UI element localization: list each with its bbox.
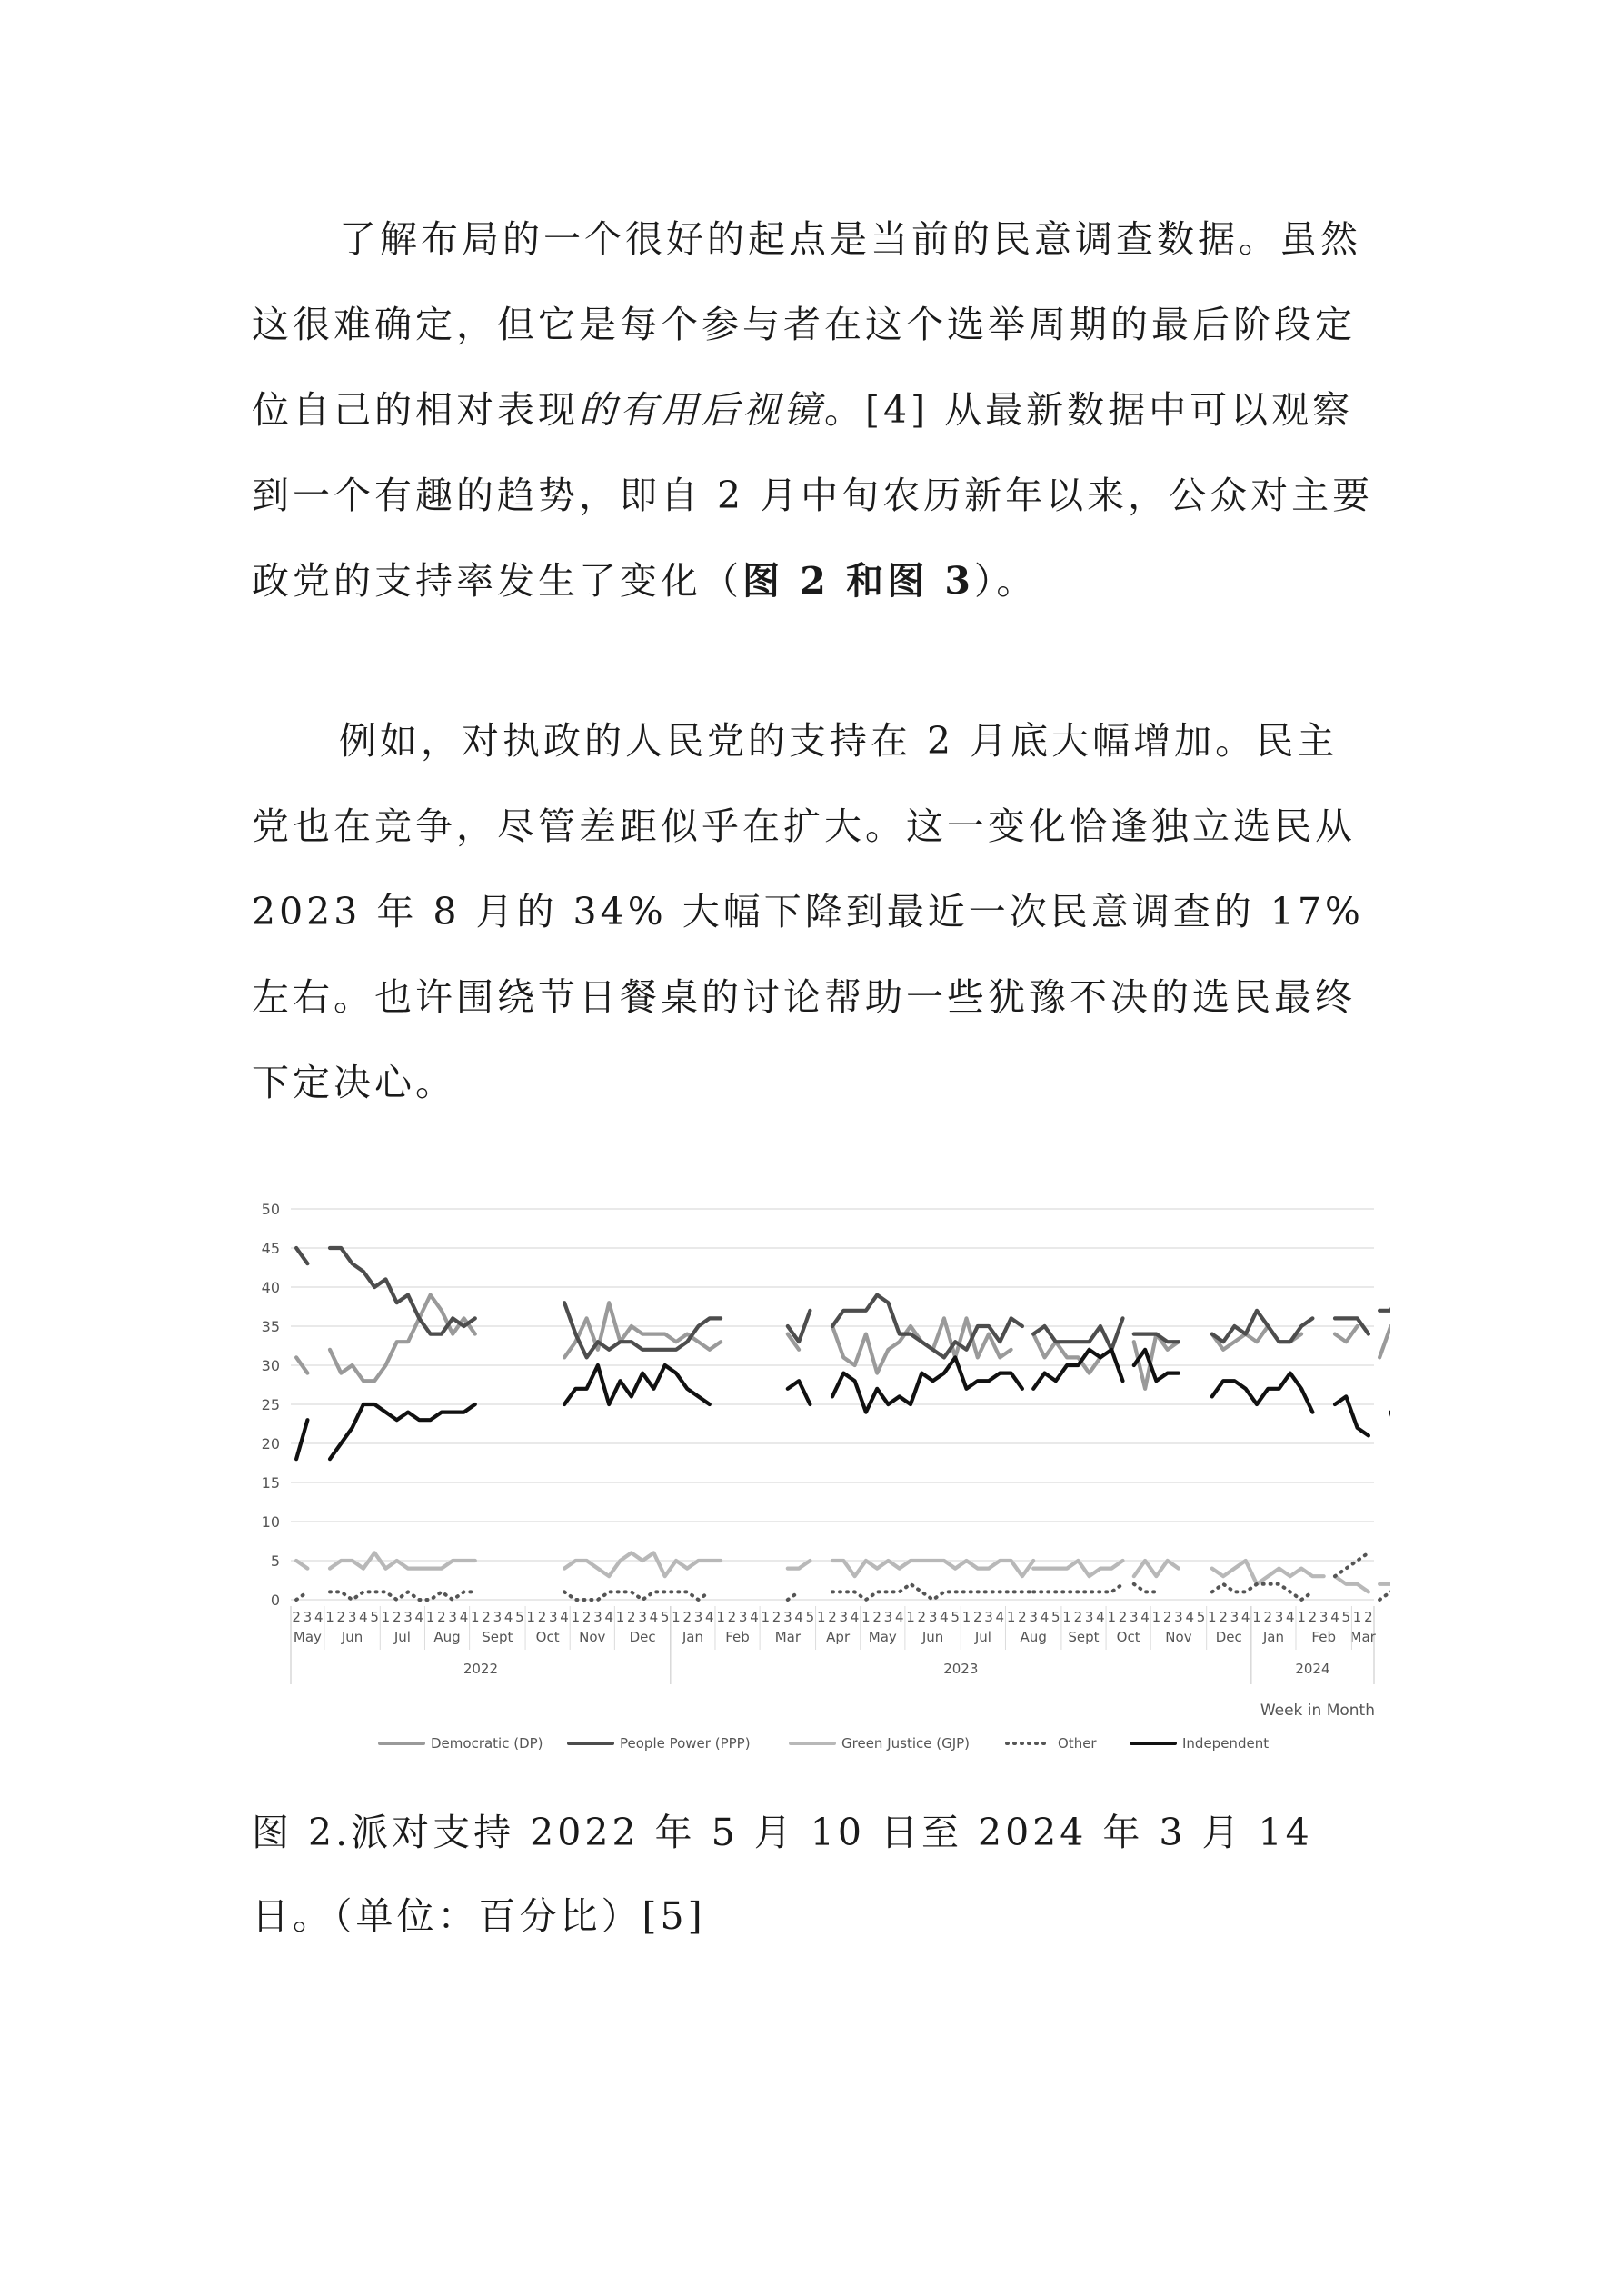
month-label: Jun	[921, 1629, 944, 1645]
week-label: 3	[883, 1609, 893, 1625]
week-label: 3	[1230, 1609, 1240, 1625]
week-label: 1	[571, 1609, 581, 1625]
series-4-segment-3	[788, 1381, 811, 1404]
week-label: 2	[1073, 1609, 1083, 1625]
week-label: 5	[951, 1609, 960, 1625]
week-label: 1	[816, 1609, 826, 1625]
month-label: Feb	[725, 1629, 750, 1645]
week-label: 1	[1006, 1609, 1016, 1625]
month-label: Dec	[629, 1629, 656, 1645]
week-label: 5	[1341, 1609, 1351, 1625]
week-label: 1	[861, 1609, 871, 1625]
paragraph-2	[252, 698, 1379, 1125]
month-label: Nov	[1165, 1629, 1192, 1645]
week-label: 4	[1040, 1609, 1050, 1625]
week-label: 3	[403, 1609, 413, 1625]
week-label: 3	[549, 1609, 558, 1625]
series-2-segment-0	[296, 1561, 307, 1569]
week-label: 2	[537, 1609, 547, 1625]
week-label: 2	[482, 1609, 491, 1625]
week-label: 2	[292, 1609, 301, 1625]
series-3-segment-4	[832, 1584, 1033, 1600]
y-axis-ticks	[262, 1201, 280, 1609]
week-label: 4	[560, 1609, 569, 1625]
week-label: 4	[940, 1609, 949, 1625]
week-label: 2	[336, 1609, 346, 1625]
week-label: 4	[894, 1609, 904, 1625]
week-label: 4	[995, 1609, 1005, 1625]
month-label: Oct	[1116, 1629, 1140, 1645]
week-label: 3	[347, 1609, 357, 1625]
series-3-segment-0	[296, 1592, 307, 1600]
week-label: 5	[1196, 1609, 1206, 1625]
month-label: Oct	[535, 1629, 560, 1645]
series-3-segment-9	[1379, 1584, 1390, 1600]
month-label: Sept	[482, 1629, 513, 1645]
week-label: 4	[705, 1609, 714, 1625]
week-label: 1	[425, 1609, 435, 1625]
week-label: 4	[1140, 1609, 1150, 1625]
week-label: 4	[1330, 1609, 1339, 1625]
week-label: 3	[1029, 1609, 1038, 1625]
legend-label-2: Green Justice (GJP)	[841, 1735, 971, 1752]
month-label: Mar	[1349, 1629, 1376, 1645]
month-label: Jul	[974, 1629, 991, 1645]
week-label: 4	[503, 1609, 513, 1625]
x-axis	[291, 1606, 1377, 1684]
month-label: Aug	[433, 1629, 461, 1645]
series-3-segment-8	[1335, 1552, 1369, 1576]
week-label: 4	[459, 1609, 469, 1625]
series-2-segment-8	[1335, 1576, 1369, 1592]
series-2-segment-4	[832, 1561, 1033, 1576]
week-label: 2	[437, 1609, 446, 1625]
month-label: Jan	[1262, 1629, 1284, 1645]
week-label: 3	[593, 1609, 602, 1625]
week-label: 3	[928, 1609, 938, 1625]
series-3-segment-1	[330, 1592, 475, 1600]
week-label: 1	[1208, 1609, 1217, 1625]
paragraph-1	[252, 196, 1379, 624]
paragraph-1-text: 了解布局的一个很好的起点是当前的民意调查数据。虽然这很难确定，但它是每个参与者在这个选举周期的最后阶段定位自己的相对表现	[252, 217, 1361, 432]
paragraph-1-text-2: 。[4] 从最新数据中可以观察到一个有趣的趋势，即自 2 月中旬农历新年以来，公众对主要政党的支持率发生了变化（	[252, 388, 1374, 603]
figure-caption: 图 2.派对支持 2022 年 5 月 10 日至 2024 年 3 月 14 日。（单位：百分比）[5]	[252, 1811, 1313, 1938]
week-label: 1	[761, 1609, 771, 1625]
series-4-segment-7	[1212, 1373, 1313, 1413]
series-2-segment-2	[564, 1552, 721, 1576]
series-2-segment-5	[1033, 1561, 1122, 1576]
series-1-segment-1	[330, 1248, 475, 1334]
month-label: Jan	[682, 1629, 703, 1645]
week-label: 4	[359, 1609, 368, 1625]
week-label: 4	[604, 1609, 614, 1625]
week-label: 2	[1219, 1609, 1228, 1625]
series-2-segment-3	[788, 1561, 811, 1569]
week-label: 2	[627, 1609, 636, 1625]
paragraph-2-text: 例如，对执政的人民党的支持在 2 月底大幅增加。民主党也在竞争，尽管差距似乎在扩大。这一变化恰逢独立选民从 2023 年 8 月的 34% 大幅下降到最近一次民意调查的 17% 左右。也许围绕节日餐桌的讨论帮助一些犹豫不决的选民最终下定决心。	[252, 719, 1364, 1104]
month-label: Jun	[341, 1629, 363, 1645]
week-label: 4	[1286, 1609, 1295, 1625]
week-label: 5	[1050, 1609, 1060, 1625]
week-label: 2	[727, 1609, 737, 1625]
series-4-segment-8	[1335, 1396, 1369, 1435]
paragraph-1-italic: 的有用后视镜	[579, 388, 824, 432]
week-label: 1	[381, 1609, 391, 1625]
month-label: Nov	[579, 1629, 606, 1645]
week-label: 3	[638, 1609, 647, 1625]
series-1-segment-0	[296, 1248, 307, 1263]
series-3-segment-7	[1212, 1584, 1313, 1600]
series-4-segment-2	[564, 1365, 710, 1404]
week-label: 2	[1308, 1609, 1318, 1625]
week-label: 2	[972, 1609, 982, 1625]
week-label: 2	[828, 1609, 837, 1625]
week-label: 2	[392, 1609, 402, 1625]
y-tick-10: 10	[261, 1513, 280, 1531]
month-label: Feb	[1311, 1629, 1336, 1645]
paragraph-1-text-3: ）。	[973, 559, 1038, 603]
week-label: 3	[1319, 1609, 1329, 1625]
week-label: 2	[582, 1609, 592, 1625]
week-label: 1	[716, 1609, 725, 1625]
y-tick-45: 45	[261, 1240, 280, 1257]
week-label: 1	[1252, 1609, 1261, 1625]
month-label: Apr	[826, 1629, 851, 1645]
week-label: 1	[1107, 1609, 1116, 1625]
y-tick-50: 50	[261, 1201, 280, 1218]
series-2-segment-9	[1379, 1584, 1390, 1592]
figure-reference: 图 2 和图 3	[742, 559, 974, 603]
week-label: 1	[1151, 1609, 1161, 1625]
week-label: 3	[1174, 1609, 1183, 1625]
week-label: 1	[526, 1609, 535, 1625]
week-label: 5	[515, 1609, 524, 1625]
series-2-segment-7	[1212, 1561, 1324, 1584]
week-label: 2	[772, 1609, 782, 1625]
week-label: 2	[872, 1609, 881, 1625]
week-label: 4	[314, 1609, 324, 1625]
week-label: 1	[615, 1609, 625, 1625]
series-4-segment-0	[296, 1420, 307, 1459]
y-tick-0: 0	[270, 1592, 280, 1609]
month-label: Mar	[774, 1629, 802, 1645]
series-3-segment-5	[1033, 1584, 1122, 1592]
y-tick-30: 30	[261, 1357, 280, 1374]
week-label: 3	[839, 1609, 849, 1625]
x-axis-label: Week in Month	[1260, 1702, 1375, 1720]
week-label: 2	[1263, 1609, 1273, 1625]
week-label: 4	[649, 1609, 659, 1625]
week-label: 4	[850, 1609, 860, 1625]
series-3-segment-2	[564, 1592, 710, 1600]
month-label: May	[293, 1629, 322, 1645]
legend-label-1: People Power (PPP)	[620, 1735, 751, 1752]
y-tick-15: 15	[261, 1474, 280, 1492]
week-label: 5	[805, 1609, 815, 1625]
week-label: 4	[1096, 1609, 1105, 1625]
week-label: 3	[493, 1609, 503, 1625]
series-4-segment-1	[330, 1404, 475, 1459]
week-label: 3	[1274, 1609, 1284, 1625]
legend-label-0: Democratic (DP)	[431, 1735, 543, 1752]
year-label: 2022	[463, 1661, 499, 1677]
chart-series-lines	[296, 1248, 1390, 1600]
y-tick-25: 25	[261, 1396, 280, 1413]
week-label: 1	[1297, 1609, 1306, 1625]
week-label: 4	[794, 1609, 803, 1625]
series-1-segment-5	[1033, 1318, 1122, 1349]
month-label: May	[868, 1629, 897, 1645]
month-label: Aug	[1020, 1629, 1047, 1645]
y-tick-35: 35	[261, 1318, 280, 1335]
series-1-segment-2	[564, 1303, 721, 1357]
series-3-segment-6	[1134, 1584, 1157, 1592]
week-label: 3	[448, 1609, 457, 1625]
series-3-segment-3	[788, 1592, 799, 1600]
series-2-segment-6	[1134, 1561, 1179, 1576]
week-label: 3	[693, 1609, 703, 1625]
legend-label-3: Other	[1058, 1735, 1097, 1752]
week-label: 1	[325, 1609, 334, 1625]
year-label: 2024	[1295, 1661, 1330, 1677]
series-1-segment-9	[1379, 1287, 1390, 1311]
y-tick-40: 40	[261, 1279, 280, 1296]
series-0-segment-8	[1335, 1326, 1358, 1342]
week-label: 4	[414, 1609, 424, 1625]
week-label: 3	[984, 1609, 993, 1625]
month-label: Jul	[393, 1629, 411, 1645]
series-0-segment-9	[1379, 1326, 1390, 1357]
week-label: 2	[682, 1609, 692, 1625]
week-label: 1	[1062, 1609, 1071, 1625]
week-label: 3	[1084, 1609, 1094, 1625]
series-0-segment-1	[330, 1295, 475, 1382]
week-label: 4	[750, 1609, 759, 1625]
week-label: 1	[961, 1609, 971, 1625]
y-tick-5: 5	[270, 1552, 280, 1570]
month-label: Dec	[1215, 1629, 1242, 1645]
chart-legend	[380, 1735, 1269, 1752]
week-label: 1	[1352, 1609, 1362, 1625]
week-label: 2	[1162, 1609, 1172, 1625]
month-label: Sept	[1068, 1629, 1100, 1645]
week-label: 2	[1364, 1609, 1373, 1625]
week-label: 1	[672, 1609, 681, 1625]
week-label: 3	[1130, 1609, 1139, 1625]
chart-gridlines	[291, 1209, 1374, 1600]
week-label: 1	[470, 1609, 480, 1625]
week-label: 3	[303, 1609, 313, 1625]
week-label: 2	[1018, 1609, 1027, 1625]
week-label: 3	[738, 1609, 748, 1625]
week-label: 2	[1118, 1609, 1128, 1625]
week-label: 1	[906, 1609, 915, 1625]
y-tick-20: 20	[261, 1435, 280, 1452]
week-label: 2	[917, 1609, 927, 1625]
week-label: 5	[370, 1609, 379, 1625]
party-support-chart	[245, 1186, 1390, 1768]
week-label: 4	[1240, 1609, 1250, 1625]
week-label: 5	[660, 1609, 670, 1625]
legend-label-4: Independent	[1182, 1735, 1270, 1752]
week-label: 4	[1185, 1609, 1195, 1625]
week-label: 3	[783, 1609, 792, 1625]
year-label: 2023	[943, 1661, 979, 1677]
